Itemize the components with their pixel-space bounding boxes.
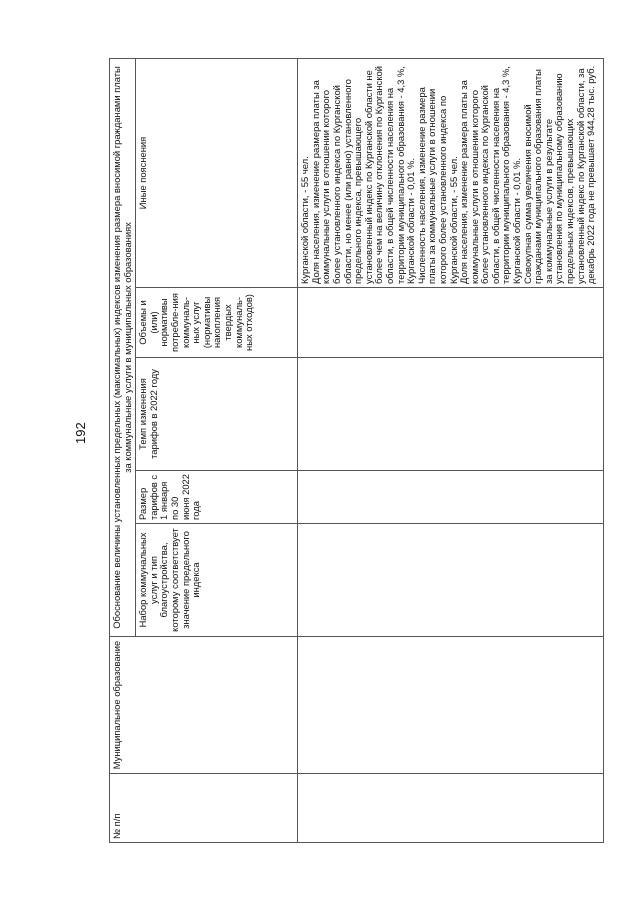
cell-municipality — [298, 637, 604, 774]
header-volume: Объемы и (или) нормативы потребле-ния коммуналь-ных услуг (нормативы накопления твердых коммуналь-ных отходов) — [136, 288, 298, 358]
header-notes: Иные пояснения — [136, 58, 298, 287]
cell-tariff-rate — [298, 358, 604, 471]
cell-tariff — [298, 471, 604, 524]
cell-volume — [298, 288, 604, 358]
cell-num — [298, 774, 604, 843]
header-tariff-rate: Темп изменения тарифов в 2022 году — [136, 358, 298, 471]
header-tariff: Размер тарифов с 1 января по 30 июня 2022 года — [136, 471, 298, 524]
cell-notes — [298, 58, 604, 287]
header-group: Обоснование величины установленных предельных (максимальных) индексов изменения размера вносимой гражданами платы за коммунальные услуги в муниципальных образованиях — [110, 58, 136, 636]
header-municipality: Муниципальное образование — [110, 637, 298, 774]
header-service-set: Набор коммунальных услуг и тип благоустройства, которому соответствует значение предельного индекса — [136, 524, 298, 637]
note-paragraph: Доля населения, изменение размера платы за коммунальные услуги в отношении которого более установленного индекса по Курганской области, но менее (или равно) установленного предельного индекса, превышающего установленный индекс по Курганской области не более чем на величину отклонения по Курганской области, в общей численности населения на территории муниципального образования - 4,3 %, Курганской области - 0,01 %. — [309, 66, 417, 284]
note-paragraph: Курганской области, - 55 чел. — [299, 156, 311, 284]
cell-service-set — [298, 524, 604, 637]
justification-table — [109, 58, 604, 843]
header-num: № п/п — [110, 774, 298, 843]
note-paragraph: Численность населения, изменение размера платы за коммунальные услуги в отношении которого более установленного индекса по Курганской области, - 55 чел. — [415, 87, 459, 284]
page-number: 192 — [73, 422, 88, 444]
note-paragraph: Совокупная сумма увеличения вносимой гражданами муниципального образования платы за коммунальные услуги в результате установления по муниципальному образованию предельных индексов, превышающих установленный индекс по Курганской области, за декабрь 2022 года не превышает 944,28 тыс. руб. — [521, 65, 597, 284]
table-row — [298, 58, 604, 842]
note-paragraph: Доля населения, изменение размера платы за коммунальные услуги в отношении которого более установленного индекса по Курганской области, в общей численности населения на территории муниципального образования - 4,3 %, Курганской области - 0,01 %. — [458, 66, 523, 284]
table-frame — [109, 59, 606, 843]
